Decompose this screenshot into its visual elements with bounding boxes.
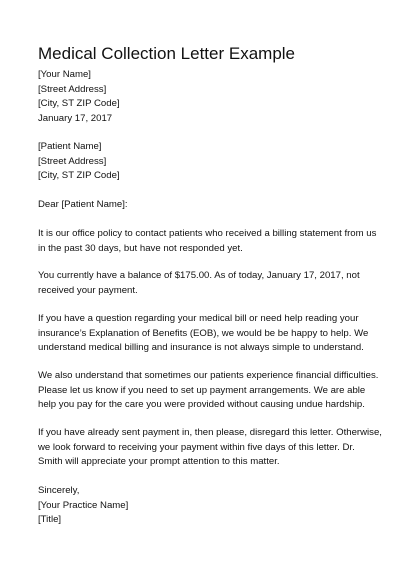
sender-street: [Street Address]: [38, 83, 107, 95]
page-title: Medical Collection Letter Example: [38, 44, 296, 63]
paragraph-line: If you have already sent payment in, then please, disregard this letter. Otherwise,: [38, 427, 382, 438]
paragraph-line: It is our office policy to contact patients who received a billing statement from us: [38, 228, 377, 239]
valediction: Sincerely,: [38, 485, 80, 496]
body-paragraph-1: [38, 227, 378, 256]
sender-city: [City, ST ZIP Code]: [38, 98, 120, 110]
paragraph-line: You currently have a balance of $175.00. As of today, January 17, 2017, not: [38, 270, 360, 281]
recipient-street: [Street Address]: [38, 155, 107, 167]
paragraph-line: understand medical billing and insurance is not always simple to understand.: [38, 342, 364, 353]
body-paragraph-4: [38, 369, 378, 413]
paragraph-line: in the past 30 days, but have not responded yet.: [38, 242, 243, 254]
body-paragraph-3: [38, 312, 378, 356]
paragraph-line: We also understand that sometimes our patients experience financial difficulties.: [38, 370, 379, 381]
paragraph-line: If you have a question regarding your medical bill or need help reading your: [38, 313, 359, 324]
paragraph-line: Please let us know if you need to set up payment arrangements. We are able: [38, 384, 366, 396]
paragraph-line: insurance’s Explanation of Benefits (EOB), we would be be happy to help. We: [38, 327, 369, 339]
sender-name: [Your Name]: [38, 69, 91, 80]
salutation-text: Dear [Patient Name]:: [38, 199, 128, 210]
body-paragraph-2: [38, 269, 378, 298]
paragraph-line: we look forward to receiving your payment within five days of this letter. Dr.: [38, 441, 355, 453]
practice-name: [Your Practice Name]: [38, 499, 129, 511]
paragraph-line: received your payment.: [38, 284, 138, 296]
closing-block: [38, 484, 378, 528]
recipient-name: [Patient Name]: [38, 141, 102, 152]
recipient-city: [City, ST ZIP Code]: [38, 170, 120, 182]
body-paragraph-5: [38, 426, 382, 470]
sender-address-block: [38, 68, 378, 127]
paragraph-line: help you pay for the care you were provided without causing undue hardship.: [38, 399, 365, 410]
paragraph-line: Smith will appreciate your prompt attention to this matter.: [38, 456, 280, 467]
signer-title: [Title]: [38, 514, 62, 526]
salutation: [38, 198, 378, 213]
letter-date: January 17, 2017: [38, 113, 113, 125]
recipient-address-block: [38, 140, 378, 184]
